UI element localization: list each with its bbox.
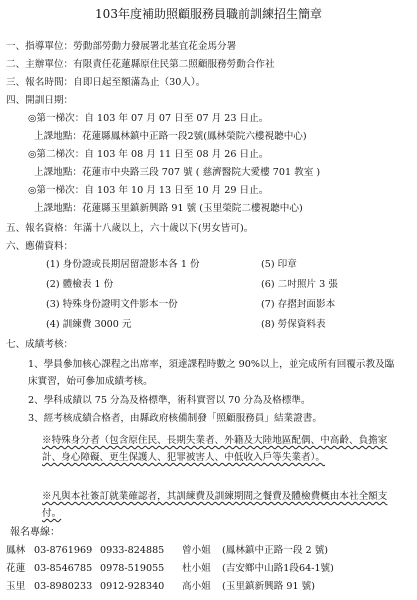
session-2-venue: 上課地點：花蓮市中央路三段 707 號 ( 慈濟醫院大愛樓 701 教室 ) [34,167,321,178]
contact-tel: 03-8761969 [34,545,93,556]
requirement-item: (2) 體檢表 1 份 [46,279,114,290]
contact-tel: 03-8980233 [34,581,93,592]
section-registration-period: 三、報名時間：自即日起至額滿為止（30人）。 [6,77,206,88]
contact-row [6,544,328,557]
section-start-dates: 四、開訓日期： [6,95,74,106]
contact-mobile: 0978-519055 [100,563,165,574]
note-fee-coverage: ※凡與本社簽訂就業確認者，其訓練費及訓練期間之餐費及體檢費概由本社全額支付。 [42,491,388,519]
requirement-item: (4) 訓練費 3000 元 [46,319,132,330]
session-1-term: ◎第一梯次：自 103 年 07 月 07 日至 07 月 23 日止。 [28,113,269,124]
contact-tel: 03-8546785 [34,563,93,574]
assessment-rule-2: 2、學科成績以 75 分為及格標準，術科實習以 70 分為及格標準。 [28,395,311,406]
contact-row [6,580,315,593]
session-3-term: ◎第一梯次：自 103 年 10 月 13 日至 10 月 29 日止。 [28,185,269,196]
contact-mobile: 0933-824885 [100,545,165,556]
session-1-venue: 上課地點：花蓮縣鳳林鎮中正路一段2號(鳳林榮院六樓視聽中心) [34,131,307,142]
document-title: 103年度補助照顧服務員職前訓練招生簡章 [95,7,322,21]
contact-address: (鳳林鎮中正路一段 2 號) [222,545,329,556]
section-supervisor: 一、指導單位：勞動部勞動力發展署北基宜花金馬分署 [6,41,237,52]
requirement-item: (5) 印章 [261,259,297,270]
section-assessment: 七、成績考核： [6,339,74,350]
contact-row [6,562,334,575]
assessment-rule-3: 3、經考核成績合格者，由縣政府核備制發「照顧服務員」結業證書。 [28,413,322,424]
section-organizer: 二、主辦單位：有限責任花蓮縣原住民第二照顧服務勞動合作社 [6,59,275,70]
contact-person: 杜小姐 [182,563,211,574]
requirement-item: (8) 勞保資料表 [261,319,326,330]
session-3-venue: 上課地點：花蓮縣玉里鎮新興路 91 號 (玉里榮院二樓視聽中心) [34,203,303,214]
requirement-item: (7) 存摺封面影本 [261,299,336,310]
section-documents: 六、應備資料： [6,241,74,252]
requirement-item: (3) 特殊身份證明文件影本一份 [46,299,178,310]
session-2-term: ◎第二梯次：自 103 年 08 月 11 日至 08 月 26 日止。 [28,149,269,160]
contact-header: 報名專線： [10,527,60,538]
contact-site: 鳳林 [6,545,26,556]
requirement-item: (6) 二吋照片 3 張 [261,279,338,290]
contact-site: 玉里 [6,581,26,592]
contact-address: (吉安鄉中山路1段64-1號) [222,563,334,574]
assessment-rule-1: 1、學員參加核心課程之出席率，須達課程時數之 90%以上，並完成所有回覆示教及臨床實習，始可參加成績考核。 [28,359,395,387]
contact-person: 高小姐 [182,581,211,592]
contact-person: 曾小姐 [182,545,211,556]
contact-site: 花蓮 [6,563,26,574]
note-special-status: ※特殊身分者（包含原住民、長期失業者、外籍及大陸地區配偶、中高齡、負擔家計、身心障礙、更生保護人、犯罪被害人、中低收入戶等失業者）。 [42,435,388,463]
section-eligibility: 五、報名資格：年滿十八歲以上，六十歲以下(男女皆可)。 [6,223,254,234]
contact-mobile: 0912-928340 [100,581,165,592]
requirement-item: (1) 身份證或長期居留證影本各 1 份 [46,259,200,270]
contact-address: (玉里鎮新興路 91 號) [222,581,315,592]
